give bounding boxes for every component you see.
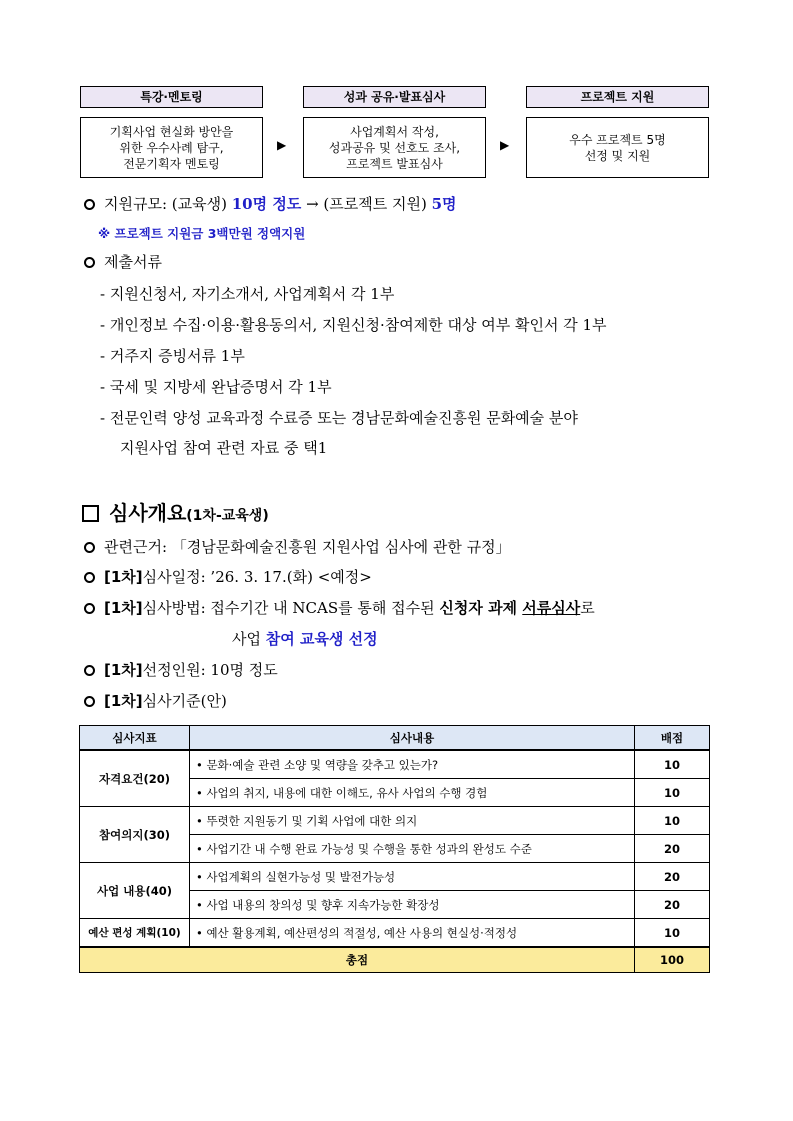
review-criteria xyxy=(84,690,227,711)
content-cell: • 예산 활용계획, 예산편성의 적절성, 예산 사용의 현실성·적정성 xyxy=(190,919,635,948)
circle-bullet-icon xyxy=(84,542,95,553)
table-row xyxy=(80,750,710,779)
document-item: - 거주지 증빙서류 1부 xyxy=(100,347,245,365)
document-item: - 국세 및 지방세 완납증명서 각 1부 xyxy=(100,378,332,396)
stage-body-3: 우수 프로젝트 5명 선정 및 지원 xyxy=(569,132,666,163)
circle-bullet-icon xyxy=(84,199,95,210)
content-cell: • 사업의 취지, 내용에 대한 이해도, 유사 사업의 수행 경험 xyxy=(190,779,635,807)
project-count: 5명 xyxy=(431,195,457,213)
criteria-table xyxy=(79,725,710,973)
circle-bullet-icon xyxy=(84,257,95,268)
round-tag: [1차] xyxy=(104,599,143,617)
flow-arrow-icon: ▶ xyxy=(277,138,287,152)
header-content: 심사내용 xyxy=(190,726,635,751)
table-row xyxy=(80,863,710,891)
section-title-suffix: (1차-교육생) xyxy=(186,508,269,524)
round-tag: [1차] xyxy=(104,692,143,710)
document-item: - 전문인력 양성 교육과정 수료증 또는 경남문화예술진흥원 문화예술 분야 xyxy=(100,409,578,427)
total-row xyxy=(80,947,710,973)
review-schedule xyxy=(84,566,372,587)
stage-body-2: 사업계획서 작성, 성과공유 및 선호도 조사, 프로젝트 발표심사 xyxy=(328,124,461,171)
review-method-post: 로 xyxy=(580,599,595,617)
content-cell: • 사업계획의 실현가능성 및 발전가능성 xyxy=(190,863,635,891)
circle-bullet-icon xyxy=(84,572,95,583)
review-method-underlined: 서류심사 xyxy=(522,599,581,617)
review-method-line2 xyxy=(232,628,378,649)
header-category: 심사지표 xyxy=(80,726,190,751)
review-schedule-text: 심사일정: ’26. 3. 17.(화) <예정> xyxy=(142,568,372,586)
category-cell: 사업 내용(40) xyxy=(80,863,190,919)
review-method-bold: 신청자 과제 xyxy=(439,599,523,617)
content-cell: • 사업기간 내 수행 완료 가능성 및 수행을 통한 성과의 완성도 수준 xyxy=(190,835,635,863)
review-criteria-text: 심사기준(안) xyxy=(142,692,227,710)
edu-count: 10명 정도 xyxy=(231,195,302,213)
total-points: 100 xyxy=(635,947,710,973)
review-selection xyxy=(84,659,278,680)
review-basis-text: 관련근거: 「경남문화예술진흥원 지원사업 심사에 관한 규정」 xyxy=(104,538,511,556)
content-cell: • 문화·예술 관련 소양 및 역량을 갖추고 있는가? xyxy=(190,750,635,779)
points-cell: 10 xyxy=(635,750,710,779)
table-row xyxy=(80,919,710,948)
document-item: - 지원신청서, 자기소개서, 사업계획서 각 1부 xyxy=(100,285,395,303)
stage-title-3: 프로젝트 지원 xyxy=(526,86,709,108)
circle-bullet-icon xyxy=(84,603,95,614)
content-cell: • 뚜렷한 지원동기 및 기획 사업에 대한 의지 xyxy=(190,807,635,835)
table-header-row xyxy=(80,726,710,751)
points-cell: 10 xyxy=(635,779,710,807)
round-tag: [1차] xyxy=(104,568,143,586)
support-scale-label: 지원규모: (교육생) xyxy=(104,195,232,213)
category-cell: 자격요건(20) xyxy=(80,750,190,807)
review-method-line2-blue: 참여 교육생 선정 xyxy=(265,630,378,648)
stage-box-3 xyxy=(526,117,709,178)
stage-box-1 xyxy=(80,117,263,178)
documents-label: 제출서류 xyxy=(104,253,162,271)
support-arrow: → (프로젝트 지원) xyxy=(301,195,432,213)
points-cell: 20 xyxy=(635,891,710,919)
circle-bullet-icon xyxy=(84,665,95,676)
document-item-continuation: 지원사업 참여 관련 자료 중 택1 xyxy=(120,439,328,457)
header-points: 배점 xyxy=(635,726,710,751)
support-scale-line xyxy=(84,193,457,214)
content-cell: • 사업 내용의 창의성 및 향후 지속가능한 확장성 xyxy=(190,891,635,919)
category-cell: 참여의지(30) xyxy=(80,807,190,863)
points-cell: 20 xyxy=(635,835,710,863)
review-selection-text: 선정인원: 10명 정도 xyxy=(142,661,278,679)
stage-box-2 xyxy=(303,117,486,178)
stage-title-2: 성과 공유·발표심사 xyxy=(303,86,486,108)
review-basis xyxy=(84,536,511,557)
total-label: 총점 xyxy=(80,947,635,973)
review-method xyxy=(84,597,595,618)
section-title xyxy=(82,497,269,526)
flow-arrow-icon: ▶ xyxy=(500,138,510,152)
square-bullet-icon xyxy=(82,505,99,522)
review-method-text: 심사방법: 접수기간 내 NCAS를 통해 접수된 xyxy=(142,599,440,617)
round-tag: [1차] xyxy=(104,661,143,679)
table-row xyxy=(80,807,710,835)
stage-body-1: 기획사업 현실화 방안을 위한 우수사례 탐구, 전문기획자 멘토링 xyxy=(109,124,234,171)
points-cell: 10 xyxy=(635,807,710,835)
document-item: - 개인정보 수집·이용·활용동의서, 지원신청·참여제한 대상 여부 확인서 각 1부 xyxy=(100,316,607,334)
review-method-line2-text: 사업 xyxy=(232,630,266,648)
stage-title-1: 특강·멘토링 xyxy=(80,86,263,108)
points-cell: 20 xyxy=(635,863,710,891)
support-note: ※ 프로젝트 지원금 3백만원 정액지원 xyxy=(98,226,306,241)
points-cell: 10 xyxy=(635,919,710,948)
section-title-text: 심사개요 xyxy=(109,501,187,525)
circle-bullet-icon xyxy=(84,696,95,707)
category-cell: 예산 편성 계획(10) xyxy=(80,919,190,948)
documents-heading xyxy=(84,251,162,272)
